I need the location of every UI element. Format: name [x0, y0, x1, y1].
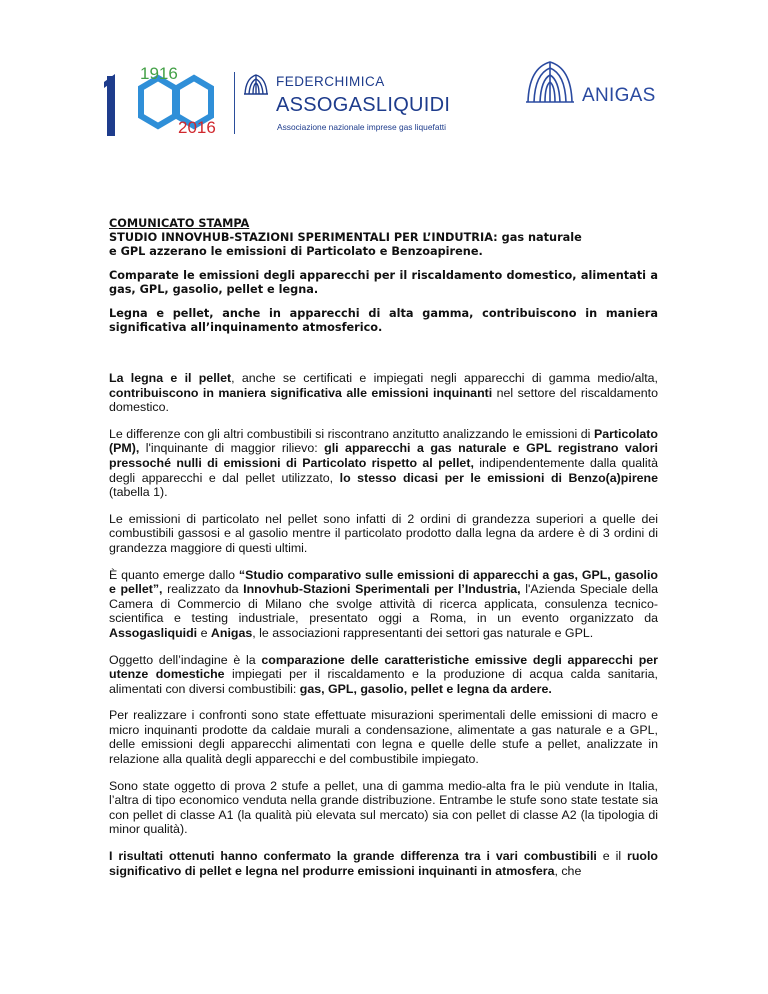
paragraph-2: Le differenze con gli altri combustibili si riscontrano anzitutto analizzando le emissioni di Particolato (PM), l'inquinante di maggior rilievo: gli apparecchi a gas naturale e GPL registrano valori pressoché nulli di emissioni di Particolato rispetto al pellet, indipendentemente dalla qualità degli apparecchi e dal pellet utilizzato, lo stesso dicasi per le emissioni di Benzo(a)pirene (tabella 1). — [109, 426, 658, 500]
paragraph-1: La legna e il pellet, anche se certificati e impiegati negli apparecchi di gamma medio/alta, contribuiscono in maniera significativa alle emissioni inquinanti nel settore del riscaldamento domestico. — [109, 371, 658, 415]
federchimica-name: FEDERCHIMICA — [276, 74, 385, 89]
paragraph-7: Sono state oggetto di prova 2 stufe a pellet, una di gamma medio-alta fra le più vendute in Italia, l’altra di tipo economico venduta nella grande distribuzione. Entrambe le stufe sono state testate sia con pellet di classe A1 (la qualità più elevata sul mercato) sia con pellet di classe A2 (la tipologia di minor qualità). — [109, 778, 658, 837]
paragraph-8: I risultati ottenuti hanno confermato la grande differenza tra i vari combustibili e il ruolo significativo di pellet e legna nel produrre emissioni inquinanti in atmosfera, che — [109, 849, 658, 878]
press-release — [109, 217, 658, 890]
centenary-year-end: 2016 — [178, 118, 216, 137]
assogasliquidi-name: ASSOGASLIQUIDI — [276, 94, 451, 116]
paragraph-6: Per realizzare i confronti sono state effettuate misurazioni sperimentali delle emissioni di macro e micro inquinanti prodotte da caldaie murali a condensazione, alimentate a gas naturale e a GPL, delle emissioni degli apparecchi alimentati con legna e quelle delle stufe a pellet, analizzate in relazione alla qualità degli apparecchi e del combustibile impiegato. — [109, 708, 658, 767]
paragraph-3: Le emissioni di particolato nel pellet sono infatti di 2 ordini di grandezza superiori a quelle dei combustibili gassosi e al gasolio mentre il particolato prodotto dalla legna da ardere è di 3 ordini di grandezza maggiore di questi ultimi. — [109, 511, 658, 555]
confindustria-emblem-icon — [242, 72, 270, 98]
anigas-emblem-icon — [524, 58, 576, 108]
centenary-year-start: 1916 — [140, 64, 178, 83]
title-line-1: STUDIO INNOVHUB-STAZIONI SPERIMENTALI PER L’INDUTRIA: gas naturale — [109, 231, 582, 244]
anigas-name: ANIGAS — [582, 85, 656, 106]
subhead-2: Legna e pellet, anche in apparecchi di alta gamma, contribuiscono in maniera significativa all’inquinamento atmosferico. — [109, 307, 658, 334]
subhead-1: Comparate le emissioni degli apparecchi per il riscaldamento domestico, alimentati a gas, GPL, gasolio, pellet e legna. — [109, 269, 658, 296]
title-line-2: e GPL azzerano le emissioni di Particolato e Benzoapirene. — [109, 245, 483, 258]
assogasliquidi-tagline: Associazione nazionale imprese gas liquefatti — [277, 122, 446, 132]
federchimica-divider — [234, 72, 235, 134]
press-release-label: COMUNICATO STAMPA — [109, 217, 250, 230]
paragraph-4: È quanto emerge dallo “Studio comparativo sulle emissioni di apparecchi a gas, GPL, gasolio e pellet”, realizzato da Innovhub-Stazioni Sperimentali per l’Industria, l'Azienda Speciale della Camera di Commercio di Milano che svolge attività di ricerca applicata, consulenza tecnico-scientifica e testing industriale, presentato oggi a Roma, in un evento organizzato da Assogasliquidi e Anigas, le associazioni rappresentanti dei settori gas naturale e GPL. — [109, 567, 659, 640]
paragraph-5: Oggetto dell’indagine è la comparazione delle caratteristiche emissive degli apparecchi per utenze domestiche impiegati per il riscaldamento e la produzione di acqua calda sanitaria, alimentati con diversi combustibili: gas, GPL, gasolio, pellet e legna da ardere. — [109, 652, 658, 696]
